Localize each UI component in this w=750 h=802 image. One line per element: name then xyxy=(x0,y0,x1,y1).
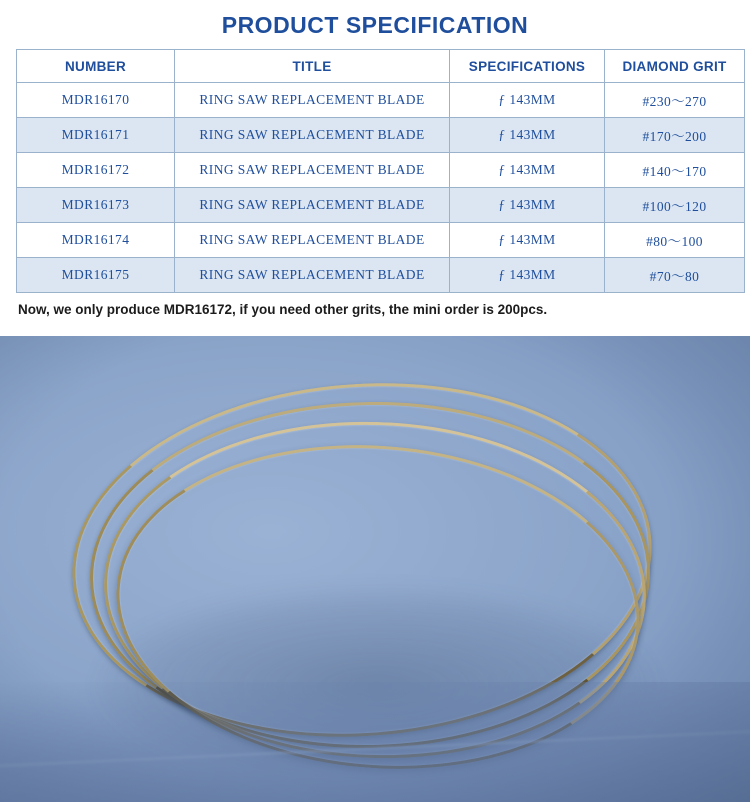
column-header-specifications: SPECIFICATIONS xyxy=(450,50,605,83)
table-row xyxy=(17,258,745,293)
ring-saw-blades-photo xyxy=(0,336,750,802)
cell-specifications: ƒ 143MM xyxy=(450,188,605,223)
cell-title: RING SAW REPLACEMENT BLADE xyxy=(175,188,450,223)
specification-table-wrap xyxy=(0,49,750,293)
cell-number: MDR16174 xyxy=(17,223,175,258)
cell-diamond-grit: #230～270 xyxy=(605,83,745,118)
table-row xyxy=(17,153,745,188)
cell-number: MDR16171 xyxy=(17,118,175,153)
cell-specifications: ƒ 143MM xyxy=(450,83,605,118)
cell-number: MDR16173 xyxy=(17,188,175,223)
cell-title: RING SAW REPLACEMENT BLADE xyxy=(175,153,450,188)
cell-diamond-grit: #140～170 xyxy=(605,153,745,188)
column-header-diamond-grit: DIAMOND GRIT xyxy=(605,50,745,83)
specification-table xyxy=(16,49,745,293)
column-header-number: NUMBER xyxy=(17,50,175,83)
page-title: PRODUCT SPECIFICATION xyxy=(221,12,529,38)
table-row xyxy=(17,118,745,153)
table-header-row xyxy=(17,50,745,83)
table-header xyxy=(17,50,745,83)
cell-specifications: ƒ 143MM xyxy=(450,118,605,153)
cell-title: RING SAW REPLACEMENT BLADE xyxy=(175,223,450,258)
cell-diamond-grit: #170～200 xyxy=(605,118,745,153)
photo-vignette xyxy=(0,336,750,802)
cell-specifications: ƒ 143MM xyxy=(450,153,605,188)
cell-title: RING SAW REPLACEMENT BLADE xyxy=(175,83,450,118)
table-body xyxy=(17,83,745,293)
cell-specifications: ƒ 143MM xyxy=(450,258,605,293)
cell-specifications: ƒ 143MM xyxy=(450,223,605,258)
cell-title: RING SAW REPLACEMENT BLADE xyxy=(175,118,450,153)
table-row xyxy=(17,223,745,258)
cell-title: RING SAW REPLACEMENT BLADE xyxy=(175,258,450,293)
table-row xyxy=(17,188,745,223)
column-header-title: TITLE xyxy=(175,50,450,83)
cell-number: MDR16170 xyxy=(17,83,175,118)
cell-diamond-grit: #80～100 xyxy=(605,223,745,258)
cell-number: MDR16172 xyxy=(17,153,175,188)
order-note: Now, we only produce MDR16172, if you need other grits, the mini order is 200pcs. xyxy=(18,302,548,317)
cell-diamond-grit: #70～80 xyxy=(605,258,745,293)
cell-number: MDR16175 xyxy=(17,258,175,293)
table-row xyxy=(17,83,745,118)
cell-diamond-grit: #100～120 xyxy=(605,188,745,223)
